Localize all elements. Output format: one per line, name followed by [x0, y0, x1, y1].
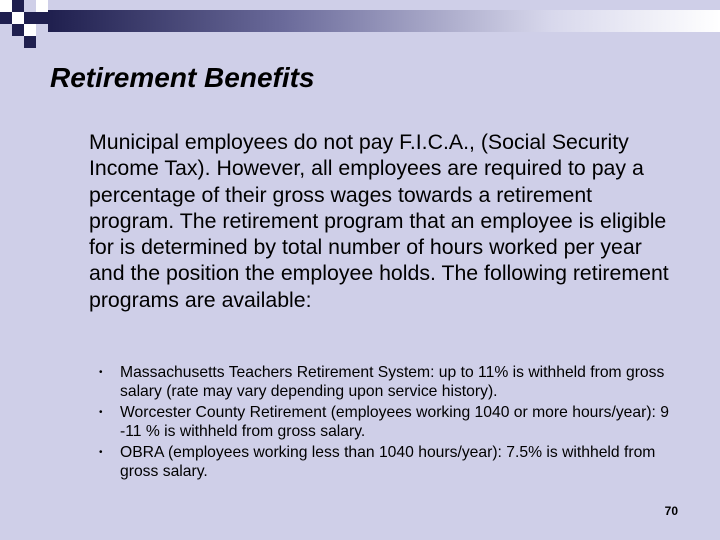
bullet-text: Massachusetts Teachers Retirement System: up to 11% is withheld from gross salary (rate may vary depending upon service history).	[120, 364, 665, 400]
body-paragraph: Municipal employees do not pay F.I.C.A., (Social Security Income Tax). However, all employees are required to pay a percentage of their gross wages towards a retirement program. The retirement program that an employee is eligible for is determined by total number of hours worked per year and the position the employee holds. The following retirement programs are available:	[89, 130, 669, 312]
bullet-icon: •	[99, 447, 103, 458]
retirement-programs-list	[96, 364, 671, 484]
bullet-text: OBRA (employees working less than 1040 hours/year): 7.5% is withheld from gross salary.	[120, 444, 656, 480]
bullet-icon: •	[99, 367, 103, 378]
list-item	[96, 364, 671, 401]
slide-title: Retirement Benefits	[50, 62, 315, 93]
page-number: 70	[664, 504, 678, 518]
bullet-icon: •	[99, 407, 103, 418]
header-decoration	[0, 0, 720, 50]
list-item	[96, 404, 671, 441]
bullet-text: Worcester County Retirement (employees working 1040 or more hours/year): 9 -11 % is withheld from gross salary.	[120, 404, 670, 440]
list-item	[96, 444, 671, 481]
